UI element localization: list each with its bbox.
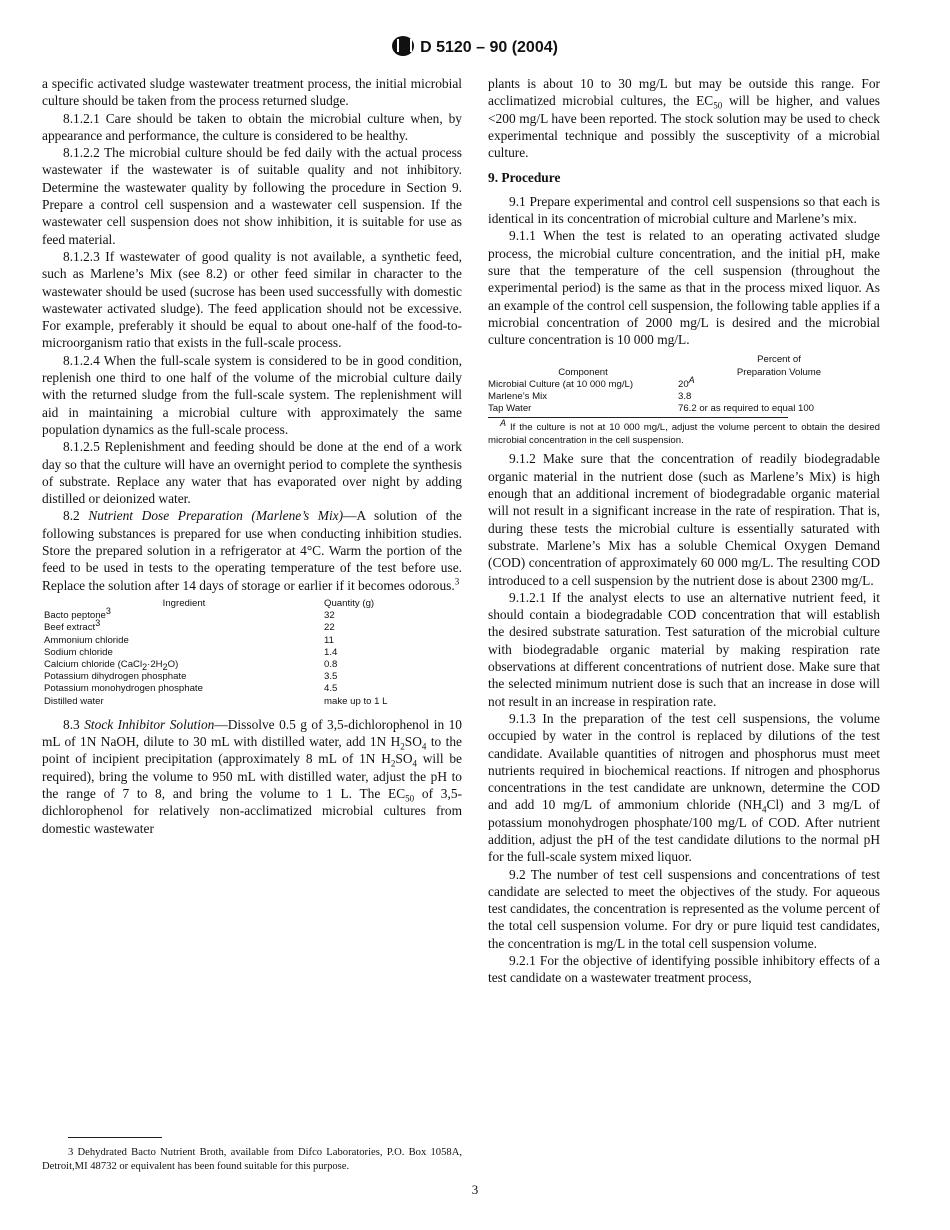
table-row <box>44 683 456 695</box>
text-run: Potassium dihydrogen phosphate <box>44 671 187 683</box>
text-run: 8.3 <box>63 716 85 732</box>
ingredient-name <box>44 647 324 659</box>
left-column <box>42 75 462 837</box>
component-name: Marlene’s Mix <box>488 391 548 403</box>
text-run: —Dissolve 0.5 g of 3,5-dichlorophenol in 10 mL of 1N NaOH, dilute to 30 mL with distilled water, add 1N H <box>42 716 462 750</box>
text-run: 9.1.2 Make sure that the concentration of readily biodegradable organic material in the nutrient dose (such as Marlene’s Mix) is high enough that an additional increment of biodegradable organic material will not result in a significant increase in the rate of respiration. That is, during these tests the microbial culture is essentially saturated with substrate. Marlene’s Mix has a soluble Chemical Oxygen Demand (COD) concentration of approximately 60 000 mg/L. The resulting COD introduced to a cell suspension by the nutrient dose is about 2300 mg/L. <box>488 451 880 588</box>
footnote: 3 Dehydrated Bacto Nutrient Broth, available from Difco Laboratories, P.O. Box 1058A, Detroit,MI 48732 or equivalent has been found suitable for this purpose. <box>42 1147 462 1173</box>
ingredient-name <box>44 671 324 683</box>
text-run: O) <box>167 658 179 670</box>
section-heading: 9. Procedure <box>488 170 561 186</box>
text-run: Ammonium chloride <box>44 634 129 646</box>
text-run: 2 <box>142 661 148 672</box>
text-run: Stock Inhibitor Solution <box>84 716 215 732</box>
text-run: 3 <box>454 576 460 587</box>
component-name: Microbial Culture (at 10 000 mg/L) <box>488 378 634 390</box>
text-run: 9.1.2.1 If the analyst elects to use an alternative nutrient feed, it should contain a biodegradable COD concentration that will establish the desired substrate saturation. Test saturation of the microbial culture with biodegradable organic material by making respiration rate observations at different concentrations of nutrient dose. Make sure that the selected minimum nutrient dose is such that an increase in dose will not result in an increase in respiration rate. <box>488 589 880 709</box>
ingredient-name <box>44 659 324 671</box>
ingredient-quantity: 0.8 <box>324 658 338 670</box>
table-row <box>44 659 456 671</box>
text-run: plants is about 10 to 30 mg/L but may be outside this range. For acclimatized microbial cultures, the EC <box>488 76 880 109</box>
footnote-mark: A <box>688 374 695 385</box>
page-number: 3 <box>471 1182 479 1197</box>
paragraph <box>488 866 880 952</box>
paragraph <box>488 450 880 588</box>
text-run: 2 <box>390 759 396 769</box>
component-table <box>488 354 880 415</box>
paragraph <box>42 438 462 507</box>
component-percent <box>678 391 880 403</box>
table-footnote-text: If the culture is not at 10 000 mg/L, adjust the volume percent to obtain the desired microbial concentration in the cell suspension. <box>488 422 880 446</box>
table-row <box>44 635 456 647</box>
text-run: 9.1.1 When the test is related to an operating activated sludge process, the microbial culture concentration, and the initial pH, make sure that the temperature of the cell suspension (throughout the experimental period) is the same as that in the process mixed liquor. As an example of the control cell suspension, the following table applies if a microbial concentration of 2000 mg/L is desired and the microbial culture concentration is 10 000 mg/L. <box>488 228 880 348</box>
paragraph <box>488 193 880 228</box>
footnote-mark: A <box>500 418 507 429</box>
ingredient-name <box>44 696 324 708</box>
text-run: 2 <box>162 661 168 672</box>
col-header-percent: Percent of <box>757 354 801 366</box>
text-run: 4 <box>421 741 427 752</box>
ingredient-quantity: 4.5 <box>324 683 338 695</box>
text-run: 3 <box>105 605 111 616</box>
text-run: 3 <box>95 618 101 629</box>
text-run: Sodium chloride <box>44 646 113 658</box>
table-row <box>488 379 880 391</box>
table-rule <box>488 417 788 418</box>
text-run: 9.1.3 In the preparation of the test cell suspensions, the volume occupied by water in the control is replaced by dilutions of the test candidate. Available quantities of nitrogen and phosphorus must meet nutrients required in biochemical reactions. If nitrogen and phosphorus concentrations in the test candidate are unknown, determine the COD and add 10 mg/L of ammonium chloride (NH <box>488 710 880 813</box>
standard-designation: D 5120 – 90 (2004) <box>420 39 558 56</box>
component-name: Tap Water <box>488 403 532 415</box>
text-run: 8.1.2.3 If wastewater of good quality is not available, a synthetic feed, such as Marlene’s Mix (see 8.2) or other feed similar in character to the wastewater should be used (sucrose has been used successfully with domestic wastewater activated sludge). The feed application should not be excessive. For example, preferably it should be equal to about one-half of the food-to-microorganism ratio that exists in the full-scale process. <box>42 248 462 351</box>
text-run: 8.1.2.5 Replenishment and feeding should be done at the end of a work day so that the culture will have an overnight period to complete the synthesis of substrate. Replace any water that has evaporated over night by adding distilled or deionized water. <box>42 439 462 507</box>
table-row <box>44 696 456 708</box>
table-row <box>44 610 456 622</box>
text-run: SO <box>404 734 422 750</box>
text-run: 8.1.2.1 Care should be taken to obtain the microbial culture when, by appearance and performance, the culture is considered to be healthy. <box>42 110 462 143</box>
text-run: a specific activated sludge wastewater treatment process, the initial microbial culture should be taken from the process returned sludge. <box>42 76 462 109</box>
paragraph-group <box>488 75 880 161</box>
paragraph-group <box>488 193 880 349</box>
text-run: to the point of incipient precipitation (approximately 8 mL of 1N H <box>42 734 462 767</box>
paragraph <box>488 227 880 348</box>
text-run: 2 <box>400 741 405 752</box>
ingredient-quantity: 22 <box>324 622 335 634</box>
ingredient-name <box>44 605 324 622</box>
text-run: Bacto peptone <box>44 610 106 622</box>
table-row <box>44 647 456 659</box>
page-header <box>0 36 950 57</box>
text-run: Potassium monohydrogen phosphate <box>44 683 203 695</box>
col-header-quantity: Quantity (g) <box>324 597 375 609</box>
table-row <box>44 671 456 683</box>
col-header-component: Component <box>558 366 608 378</box>
paragraph-group <box>42 75 462 594</box>
paragraph <box>488 589 880 710</box>
percent-value: 76.2 or as required to equal 100 <box>678 403 815 415</box>
text-run: will be higher, and values <200 mg/L have been reported. The stock solution may be used to check experimental technique and possibly the susceptivity of a microbial culture. <box>488 93 880 161</box>
percent-value: 3.8 <box>678 391 692 403</box>
paragraph <box>42 144 462 248</box>
paragraph-group <box>42 716 462 837</box>
text-run: 9.1 Prepare experimental and control cell suspensions so that each is identical in its concentration of microbial culture and Marlene’s mix. <box>488 193 880 227</box>
text-run: —A solution of the following substances is prepared for use when conducting inhibition studies. Store the prepared solution in a refrigerator at 4°C. Warm the portion of the feed to be used in tests to the operating temperature of the test before use. Replace the solution after 14 days of storage or earlier if it becomes odorous. <box>42 508 462 593</box>
text-run: Calcium chloride (CaCl <box>44 658 143 670</box>
text-run: ·2H <box>147 658 163 670</box>
ingredient-quantity: 11 <box>324 634 334 646</box>
ingredient-name <box>44 635 324 647</box>
paragraph <box>42 507 462 593</box>
ingredient-quantity: 1.4 <box>324 646 338 658</box>
text-run: 8.1.2.4 When the full-scale system is considered to be in good condition, replenish one third to one half of the volume of the microbial culture daily with the returned sludge from the full-scale system. The replenishment will aid in maintaining a microbial culture with approximately the same population dynamics as the full-scale process. <box>42 352 462 437</box>
table-row <box>44 622 456 634</box>
text-run: 50 <box>405 793 415 804</box>
ingredient-quantity: 32 <box>324 610 335 622</box>
paragraph <box>42 75 462 110</box>
text-run: 9.2.1 For the objective of identifying possible inhibitory effects of a test candidate on a wastewater treatment process, <box>488 953 880 986</box>
paragraph <box>42 110 462 145</box>
text-run: 4 <box>762 805 767 816</box>
table-row <box>488 391 880 403</box>
ingredient-quantity: make up to 1 L <box>324 695 388 707</box>
paragraph <box>488 952 880 987</box>
text-run: of 3,5-dichlorophenol for relatively non-acclimatized microbial cultures from domestic wastewater <box>42 785 462 836</box>
astm-logo-icon <box>392 36 414 56</box>
paragraph <box>42 248 462 352</box>
paragraph <box>488 710 880 866</box>
text-run: 8.2 <box>63 508 89 524</box>
text-run: Beef extract <box>44 622 96 634</box>
text-run: 9.2 The number of test cell suspensions and concentrations of test candidate are selected to meet the objectives of the study. For aqueous test candidates, the concentration is represented as the volume percent of the total cell suspension volume. For dry or pure liquid test candidates, the concentration is mg/L in the total cell suspension volume. <box>488 866 880 951</box>
paragraph-group <box>488 450 880 986</box>
percent-value: 20 <box>678 378 689 390</box>
ingredient-name <box>44 618 324 634</box>
text-run: Cl) and 3 mg/L of potassium monohydrogen phosphate/100 mg/L of COD. After nutrient addition, adjust the pH of the test candidate dilutions to the normal pH for the full-scale system mixed liquor. <box>488 797 880 865</box>
text-run: Distilled water <box>44 695 104 707</box>
paragraph <box>488 75 880 161</box>
component-percent <box>678 403 880 415</box>
text-run: 50 <box>713 100 723 111</box>
table-row <box>488 403 880 415</box>
col-header-ingredient: Ingredient <box>162 597 206 609</box>
ingredient-table <box>44 598 456 708</box>
ingredient-quantity: 3.5 <box>324 671 338 683</box>
text-run: Nutrient Dose Preparation (Marlene’s Mix) <box>88 508 344 524</box>
text-run: SO <box>395 751 413 767</box>
text-run: will be required), bring the volume to 950 mL with distilled water, adjust the pH to the range of 7 to 8, and bring the volume to 1 L. The EC <box>42 751 462 801</box>
table-footnote <box>488 418 880 447</box>
paragraph <box>42 716 462 837</box>
text-run: 4 <box>412 759 417 769</box>
paragraph <box>42 352 462 438</box>
footnote-rule <box>68 1137 162 1138</box>
right-column <box>488 75 880 987</box>
ingredient-name <box>44 683 324 695</box>
col-header-volume: Preparation Volume <box>736 366 822 378</box>
text-run: 8.1.2.2 The microbial culture should be fed daily with the actual process wastewater if the wastewater is of suitable quality and not inhibitory. Determine the wastewater quality by following the procedure in Section 9. Prepare a control cell suspension and a wastewater cell suspension. If the wastewater cell suspension does not show inhibition, it is suitable for use as feed material. <box>42 145 462 247</box>
component-percent <box>678 374 880 391</box>
